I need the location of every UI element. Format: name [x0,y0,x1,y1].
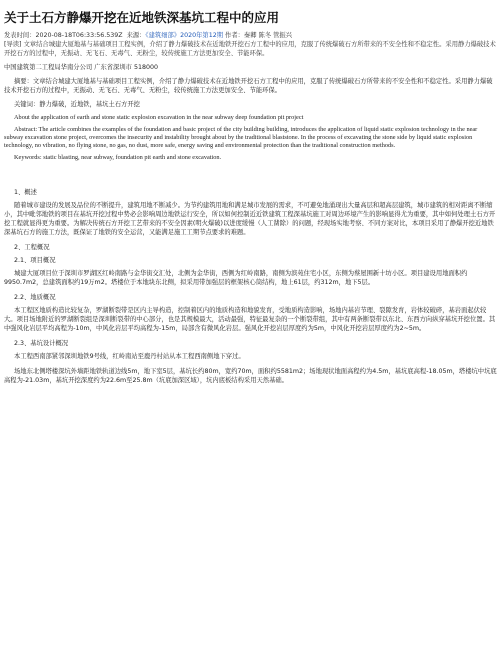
section-2-3-body: 本工程西南部紧邻深圳地铁9号线，红岭南站至鹿丹村站从本工程西南侧地下穿过。 [14,353,245,360]
source-label: 来源： [126,32,146,39]
section-2-1-title: 2.1、项目概况 [14,257,56,264]
source-link[interactable]: 《建筑细部》2020年第12期 [145,32,224,39]
authors: 秦卿 陈冬 管振兴 [243,32,293,39]
section-2-2-title: 2.2、地质概况 [14,294,56,301]
publish-time: 2020-08-18T06:33:56.539Z [35,32,123,39]
keywords-en: Keywords: static blasting, near subway, foundation pit earth and stone excavation. [14,154,222,161]
affiliation: 中国建筑第二工程局华南分公司 广东省深圳市 518000 [4,64,158,71]
article-guide: [导读] 文章结合城建大厦地基与基础项目工程实例，介绍了静力爆破技术在近地铁开挖石方工程中的应用，克服了传统爆破石方所带来的不安全性和不稳定性。采用静力爆破技术开挖石方的过程中，无振动、无飞石、无毒气、无粉尘，较传统施工方法更加安全、节能环保。 [4,41,496,57]
section-2-3-body-2: 场地东北侧塔楼深坑外墙距地铁轨道边线5m，地下室5层，基坑长约80m，宽约70m，面积约5581m2；场地现状地面高程约为4.5m，基坑底高程-18.05m，塔楼坑中坑底高程为-21.03m，基坑开挖深度约为22.6m至25.8m（坑底加深区域），坑内底板结构采用天然基础。 [4,368,497,384]
section-2-1-body: 城建大厦项目位于深圳市罗湖区红岭南路与金华街交汇处，北侧为金华街，西侧为红岭南路，南侧为滨苑住宅小区，东侧为蔡屋围新十坊小区。项目建设用地面积约9950.7m2，总建筑面积约19万m2。塔楼位于本地块东北侧，拟采用带加强层的框架核心筒结构，地上61层，约312m，地下5层。 [4,270,468,286]
author-label: 作者： [225,32,244,39]
article-meta [4,31,498,40]
abstract-en: Abstract: The article combines the examples of the foundation and basic project of the city building building, introduces the application of liquid static explosion technology in the near subway excavation stone project, overcomes the insecurity and instability brought about by the traditional blaststone. In the process of excavating the stone side by liquid static explosion technology, no vibration, no flying stone, no gas, no dust, more safe, energy saving and environmental protection than the traditional construction methods. [4,126,478,149]
section-1-title: 1、概述 [14,189,37,196]
section-1-body: 随着城市建设的发展及品位的不断提升，建筑用地不断减少。为节约建筑用地和满足城市发展的需求，不可避免地涌现出大量高层和超高层建筑，城市建筑的相对距离不断缩小，其中毗邻地铁的项目在基坑开挖过程中势必会影响周边地铁运行安全，所以如何控制近近铁建筑工程深基坑施工对周边环境产生的影响显得尤为重要，其中如何处理土石方开挖工程就显得更为重要。为解决传统石方开挖工艺带来的不安全因素(明火爆破)以进度缓慢（人工凿除）的问题，经现场实地考察、不同方案对比，本项目采用了静爆开挖近地铁深基坑石方的施工方法，既保证了地铁的安全运营，又能满足施工工期节点要求的难题。 [4,202,496,236]
keywords-cn: 关键词：静力爆破，近地铁，基坑土石方开挖 [14,101,140,108]
section-2-3-title: 2.3、基坑设计概况 [14,340,69,347]
publish-label: 发表时间： [4,32,36,39]
article-title: 关于土石方静爆开挖在近地铁深基坑工程中的应用 [4,10,280,25]
abstract-cn: 摘要：文章结合城建大厦地基与基础项目工程实例，介绍了静力爆破技术在近地铁开挖石方工程中的应用，克服了传统爆破石方所带来的不安全性和不稳定性。采用静力爆破技术开挖石方的过程中，无振动、无飞石、无毒气、无粉尘，较传统施工方法更加安全、节能环保。 [4,78,493,94]
spacer [4,166,498,188]
title-en: About the application of earth and stone static explosion excavation in the near subway deep foundation pit project [14,114,304,121]
section-2-2-body: 本工程区地质构造比较复杂，罗湖断裂带是区内主导构造，控制着区内的地质构造和地貌发育，受地质构造影响，场地内基岩节理、裂隙发育，岩体较破碎，基岩面起伏较大。项目场地附近的罗湖断裂组是深圳断裂带的中心部分，也是其规模最大，活动最强，特征最复杂的一个断裂带组，其中有两条断裂带以东北、东西方向纵穿基坑开挖位置。其中强风化岩层平均高程为-10m，中风化岩层平均高程为-15m，局部含有微风化岩层。强风化开挖岩层厚度约为5m，中风化开挖岩层厚度约为2~5m。 [4,307,496,332]
section-2-title: 2、工程概况 [14,244,50,251]
